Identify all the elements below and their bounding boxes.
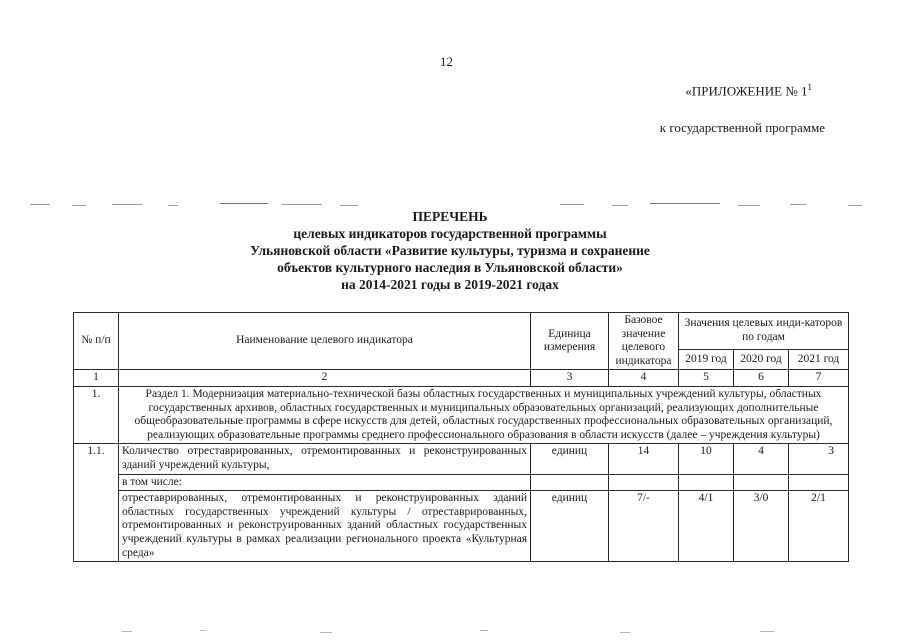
including-label: в том числе:	[119, 474, 531, 491]
row-unit: единиц	[531, 444, 609, 474]
column-number: 6	[734, 370, 789, 387]
row-2021: 3	[789, 444, 849, 474]
appendix-label-text: «ПРИЛОЖЕНИЕ № 1	[685, 83, 808, 99]
row-name: Количество отреставрированных, отремонтированных и реконструированных зданий учреждений культуры,	[119, 444, 531, 474]
empty-cell	[734, 474, 789, 491]
header-base: Базовое значение целевого индикатора	[609, 313, 679, 370]
section-row	[74, 386, 849, 443]
subrow-unit: единиц	[531, 491, 609, 562]
title-line-5: на 2014-2021 годы в 2019-2021 годах	[341, 277, 559, 292]
subrow-name: отреставрированных, отремонтированных и реконструированных зданий областных государственных учреждений культуры / отреставрированных, отремонтированных и реконструированных зданий областных государственных учреждений культуры в рамках реализации регионального проекта «Культурная среда»	[119, 491, 531, 562]
column-number: 5	[679, 370, 734, 387]
to-program-label: к государственной программе	[659, 120, 825, 135]
table-row	[74, 491, 849, 562]
column-number: 3	[531, 370, 609, 387]
table-header-row	[74, 313, 849, 350]
subrow-2021: 2/1	[789, 491, 849, 562]
section-text: Раздел 1. Модернизация материально-технической базы областных государственных и муниципальных учреждений культуры, областных государственных архивов, областных государственных и муниципальных образовательных организаций, реализующих дополнительные общеобразовательные программы в сфере искусств для детей, областных государственных профессиональных образовательных организаций, реализующих образовательные программы среднего профессионального образования в области искусств (далее – учреждения культуры)	[119, 386, 849, 443]
empty-cell	[679, 474, 734, 491]
row-base: 14	[609, 444, 679, 474]
title-line-2: целевых индикаторов государственной программы	[293, 226, 607, 241]
column-number: 4	[609, 370, 679, 387]
empty-cell	[609, 474, 679, 491]
page-number: 12	[440, 54, 453, 69]
document-title	[180, 208, 720, 293]
table-row	[74, 444, 849, 474]
subrow-2020: 3/0	[734, 491, 789, 562]
appendix-label	[685, 82, 812, 99]
column-number: 2	[119, 370, 531, 387]
row-num: 1.1.	[74, 444, 119, 562]
column-number: 1	[74, 370, 119, 387]
empty-cell	[789, 474, 849, 491]
header-year-2020: 2020 год	[734, 350, 789, 370]
column-number: 7	[789, 370, 849, 387]
row-2020: 4	[734, 444, 789, 474]
header-year-2021: 2021 год	[789, 350, 849, 370]
header-year-2019: 2019 год	[679, 350, 734, 370]
empty-cell	[531, 474, 609, 491]
header-name: Наименование целевого индикатора	[119, 313, 531, 370]
title-line-1: ПЕРЕЧЕНЬ	[412, 209, 488, 224]
section-num: 1.	[74, 386, 119, 443]
appendix-superscript: 1	[807, 82, 812, 92]
row-2019: 10	[679, 444, 734, 474]
header-values-group: Значения целевых инди-каторов по годам	[679, 313, 849, 350]
subrow-base: 7/-	[609, 491, 679, 562]
title-line-3: Ульяновской области «Развитие культуры, туризма и сохранение	[250, 243, 650, 258]
title-line-4: объектов культурного наследия в Ульяновской области»	[277, 260, 623, 275]
scan-artifact-bottom	[60, 628, 850, 636]
header-unit: Единица измерения	[531, 313, 609, 370]
including-row	[74, 474, 849, 491]
indicators-table	[73, 312, 849, 562]
header-num: № п/п	[74, 313, 119, 370]
subrow-2019: 4/1	[679, 491, 734, 562]
column-numbers-row	[74, 370, 849, 387]
